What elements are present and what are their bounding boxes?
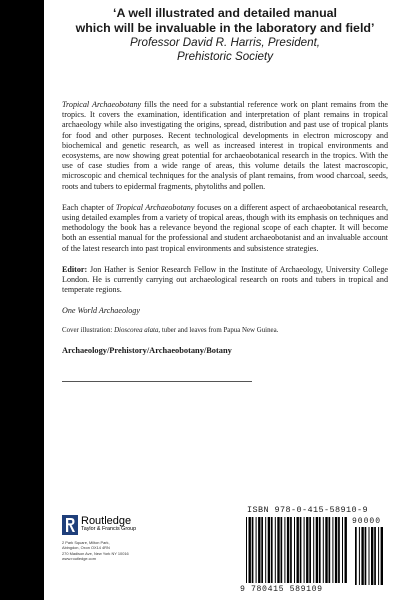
barcode-bar — [252, 517, 254, 583]
barcode-bar — [359, 527, 360, 585]
address-line: Abingdon, Oxon OX14 4RN — [62, 545, 110, 551]
paragraph-1-text: fills the need for a substantial reference work on plant remains from the tropics. It covers the examination, identification and interpretation of plant remains in tropical archaeology while also investigating the origins, spread, distribution and past use of tropical plants for food and other purposes. Recent technological developments in electron microscopy and biochemical and genetic research, as well as increased interest in tropical environments and ecosystems, are now showing great potential for archaeobotanical research in the tropics. With the use of case studies from a wide range of areas, this volume details the latest macroscopic, microscopic and chemical techniques for the analysis of plant remains, from wood charcoal, seeds, roots and tubers to epidermal fragments, phytoliths and pollen. — [62, 100, 388, 191]
endorsement-quote — [60, 6, 390, 64]
publisher-address — [62, 540, 129, 562]
barcode-bar — [335, 517, 337, 583]
blurb-paragraph-2 — [62, 203, 388, 254]
barcode-digits: 9 780415 589109 — [240, 585, 323, 594]
price-addon-barcode — [353, 527, 385, 593]
isbn-barcode — [244, 517, 348, 583]
barcode-bar — [277, 517, 279, 583]
barcode-bar — [284, 517, 285, 583]
barcode-bar — [319, 517, 321, 583]
editor-paragraph — [62, 265, 388, 296]
editor-text: Jon Hather is Senior Research Fellow in the Institute of Archaeology, University College London. He is currently carrying out archaeological research on roots and tubers in tropical and temperate regions. — [62, 264, 388, 295]
quote-attribution-2: Prehistoric Society — [176, 50, 273, 63]
barcode-bar — [297, 517, 299, 583]
barcode-bar — [345, 517, 347, 583]
barcode-bar — [261, 517, 263, 583]
barcode-bar — [369, 527, 370, 585]
barcode-bar — [306, 517, 308, 583]
barcode-bar — [287, 517, 289, 583]
barcode-bar — [265, 517, 266, 583]
barcode-bar — [246, 517, 247, 583]
barcode-bar — [371, 527, 373, 585]
book-title-italic-2: Tropical Archaeobotany — [115, 202, 195, 212]
barcode-bar — [329, 517, 331, 583]
barcode-bar — [281, 517, 283, 583]
cover-credit-rest: tuber and leaves from Papua New Guinea. — [160, 326, 279, 334]
blurb-paragraph-1 — [62, 100, 388, 192]
paragraph-2-lead: Each chapter of — [62, 202, 116, 212]
paragraph-2-text: focuses on a different aspect of archaeobotanical research, using detailed examples from a variety of tropical areas, though with its emphasis on techniques and methodology the book has a relevance beyond the regional scope of each chapter. It will become both an essential manual for the professional and student archaeobotanist and an invaluable account of the latest research into past tropical environments and subsistence strategies. — [62, 202, 388, 253]
barcode-bar — [294, 517, 295, 583]
barcode-bar — [290, 517, 292, 583]
cover-illustration-credit — [62, 326, 388, 335]
barcode-bar — [378, 527, 379, 585]
barcode-bar — [365, 527, 367, 585]
barcode-bar — [309, 517, 311, 583]
book-title-italic: Tropical Archaeobotany — [62, 100, 142, 109]
barcode-bar — [355, 527, 357, 585]
blurb-body — [62, 100, 388, 367]
barcode-bar — [313, 517, 314, 583]
spine-band — [0, 0, 44, 600]
address-line: 2 Park Square, Milton Park, — [62, 540, 110, 545]
quote-line-2: which will be invaluable in the laboratory and field’ — [75, 21, 375, 35]
publisher-group: Taylor & Francis Group — [81, 526, 137, 532]
barcode-bar — [338, 517, 340, 583]
barcode-bar — [381, 527, 383, 585]
address-line: www.routledge.com — [62, 556, 96, 562]
barcode-bar — [249, 517, 251, 583]
cover-credit-species: Dioscorea alata, — [114, 326, 161, 334]
barcode-bar — [304, 517, 305, 583]
subject-categories: Archaeology/Prehistory/Archaeobotany/Botany — [62, 345, 232, 355]
quote-line-1: ‘A well illustrated and detailed manual — [113, 6, 337, 20]
barcode-bar — [342, 517, 343, 583]
barcode-bar — [271, 517, 273, 583]
quote-attribution-1: Professor David R. Harris, President, — [129, 36, 321, 49]
cover-credit-lead: Cover illustration: — [62, 326, 115, 334]
routledge-r-icon — [62, 515, 78, 535]
barcode-bar — [268, 517, 270, 583]
editor-label: Editor: — [62, 264, 88, 274]
publisher-name: Routledge — [81, 515, 132, 527]
barcode-bar — [275, 517, 276, 583]
isbn-label: ISBN 978-0-415-58910-9 — [247, 505, 369, 515]
price-addon-digits: 90000 — [352, 517, 382, 526]
barcode-bar — [374, 527, 376, 585]
barcode-bar — [323, 517, 324, 583]
series-name: One World Archaeology — [62, 306, 140, 316]
barcode-bar — [316, 517, 318, 583]
barcode-bar — [256, 517, 257, 583]
address-line: 270 Madison Ave, New York NY 10016 — [62, 550, 129, 556]
divider-rule — [62, 381, 252, 382]
barcode-bar — [361, 527, 363, 585]
barcode-bar — [258, 517, 260, 583]
barcode-bar — [332, 517, 333, 583]
barcode-bar — [325, 517, 327, 583]
barcode-bar — [300, 517, 302, 583]
